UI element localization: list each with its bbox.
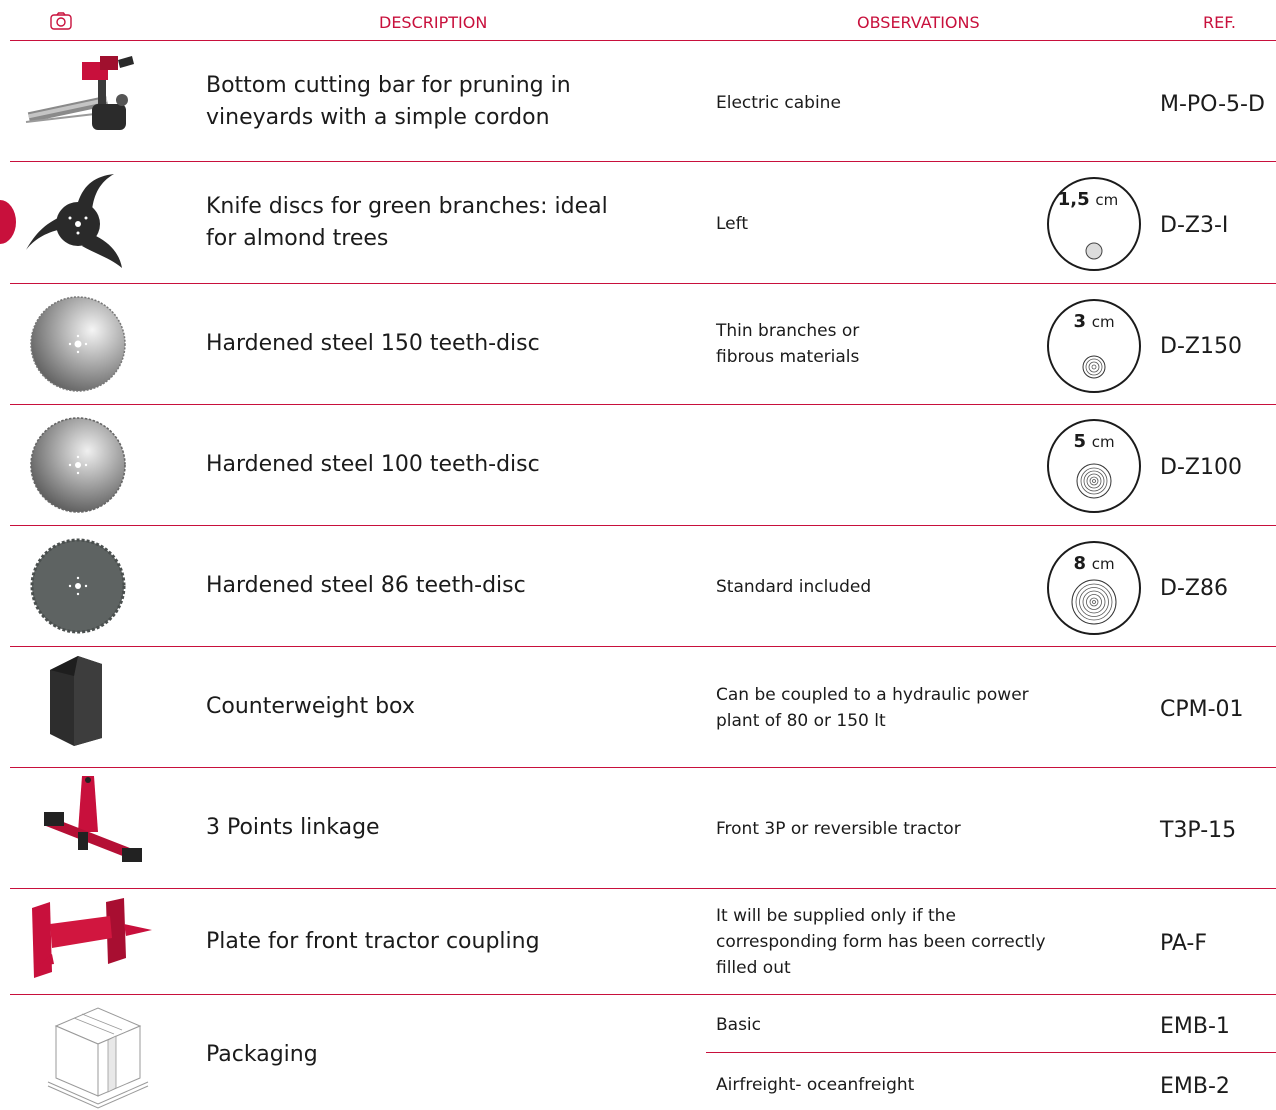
row-ref: M-PO-5-D bbox=[1160, 92, 1265, 117]
row-description bbox=[206, 70, 571, 134]
row-description bbox=[206, 812, 380, 844]
row-observation bbox=[716, 682, 1029, 734]
description-line: Knife discs for green branches: ideal bbox=[206, 194, 608, 219]
description-line: Hardened steel 100 teeth-disc bbox=[206, 452, 540, 477]
diameter-badge bbox=[1047, 541, 1141, 635]
description-line: Hardened steel 86 teeth-disc bbox=[206, 573, 526, 598]
row-divider bbox=[10, 404, 1276, 405]
counterweight-box-image bbox=[44, 652, 108, 748]
row-ref: D-Z3-I bbox=[1160, 213, 1229, 238]
row-observation: Basic bbox=[716, 1015, 762, 1035]
description-line: for almond trees bbox=[206, 226, 389, 251]
row-observation bbox=[716, 903, 1046, 981]
observation-line: corresponding form has been correctly bbox=[716, 932, 1046, 952]
column-header-observations: OBSERVATIONS bbox=[857, 13, 980, 32]
branch-section-icon bbox=[1047, 419, 1141, 513]
coupling-plate-image bbox=[30, 894, 154, 986]
description-line: Bottom cutting bar for pruning in bbox=[206, 73, 571, 98]
description-line: 3 Points linkage bbox=[206, 815, 380, 840]
observation-line: Thin branches or bbox=[716, 321, 860, 341]
disc-100-image bbox=[30, 417, 126, 513]
row-ref: EMB-1 bbox=[1160, 1014, 1230, 1039]
observation-line: filled out bbox=[716, 958, 791, 978]
packaging-image bbox=[44, 1000, 152, 1110]
row-ref: PA-F bbox=[1160, 931, 1208, 956]
side-marker bbox=[0, 200, 16, 244]
row-divider bbox=[10, 161, 1276, 162]
description-line: Plate for front tractor coupling bbox=[206, 929, 540, 954]
description-line: vineyards with a simple cordon bbox=[206, 105, 550, 130]
row-ref: EMB-2 bbox=[1160, 1074, 1230, 1099]
row-divider bbox=[10, 283, 1276, 284]
row-ref: D-Z86 bbox=[1160, 576, 1228, 601]
description-line: Counterweight box bbox=[206, 694, 415, 719]
column-header-ref: REF. bbox=[1203, 13, 1236, 32]
row-divider bbox=[10, 525, 1276, 526]
header-divider bbox=[10, 40, 1276, 41]
row-divider bbox=[10, 888, 1276, 889]
row-observation: Front 3P or reversible tractor bbox=[716, 819, 961, 839]
row-divider bbox=[10, 646, 1276, 647]
disc-150-image bbox=[30, 296, 126, 392]
knife-disc-image bbox=[24, 170, 132, 270]
diameter-value: 3 cm bbox=[1073, 311, 1115, 332]
row-description bbox=[206, 926, 540, 958]
three-point-linkage-image bbox=[42, 772, 144, 872]
diameter-value: 8 cm bbox=[1073, 553, 1115, 574]
disc-86-image bbox=[30, 538, 126, 634]
diameter-badge bbox=[1047, 419, 1141, 513]
description-line: Packaging bbox=[206, 1042, 318, 1067]
row-observation: Standard included bbox=[716, 577, 872, 597]
row-description bbox=[206, 191, 608, 255]
observation-line: It will be supplied only if the bbox=[716, 906, 956, 926]
row-description bbox=[206, 570, 526, 602]
row-description bbox=[206, 1039, 318, 1071]
row-observation bbox=[716, 318, 859, 370]
option-divider bbox=[706, 1052, 1276, 1053]
row-ref: D-Z150 bbox=[1160, 334, 1242, 359]
row-description bbox=[206, 328, 540, 360]
observation-line: fibrous materials bbox=[716, 347, 860, 367]
cutting-bar-image bbox=[22, 52, 142, 146]
row-observation: Left bbox=[716, 214, 748, 234]
observation-line: plant of 80 or 150 lt bbox=[716, 711, 886, 731]
row-divider bbox=[10, 767, 1276, 768]
camera-icon bbox=[50, 12, 72, 30]
row-divider bbox=[10, 994, 1276, 995]
row-description bbox=[206, 691, 415, 723]
row-ref: T3P-15 bbox=[1160, 818, 1237, 843]
column-header-description: DESCRIPTION bbox=[379, 13, 488, 32]
branch-section-icon bbox=[1047, 299, 1141, 393]
row-observation: Airfreight- oceanfreight bbox=[716, 1075, 915, 1095]
row-ref: CPM-01 bbox=[1160, 697, 1244, 722]
observation-line: Can be coupled to a hydraulic power bbox=[716, 685, 1029, 705]
table-header bbox=[0, 0, 1276, 40]
row-ref: D-Z100 bbox=[1160, 455, 1242, 480]
row-observation: Electric cabine bbox=[716, 93, 841, 113]
branch-section-icon bbox=[1047, 541, 1141, 635]
diameter-value: 5 cm bbox=[1073, 431, 1115, 452]
diameter-badge bbox=[1047, 299, 1141, 393]
diameter-value: 1,5 cm bbox=[1057, 189, 1119, 210]
description-line: Hardened steel 150 teeth-disc bbox=[206, 331, 540, 356]
row-description bbox=[206, 449, 540, 481]
diameter-badge bbox=[1047, 177, 1141, 271]
branch-section-icon bbox=[1047, 177, 1141, 271]
